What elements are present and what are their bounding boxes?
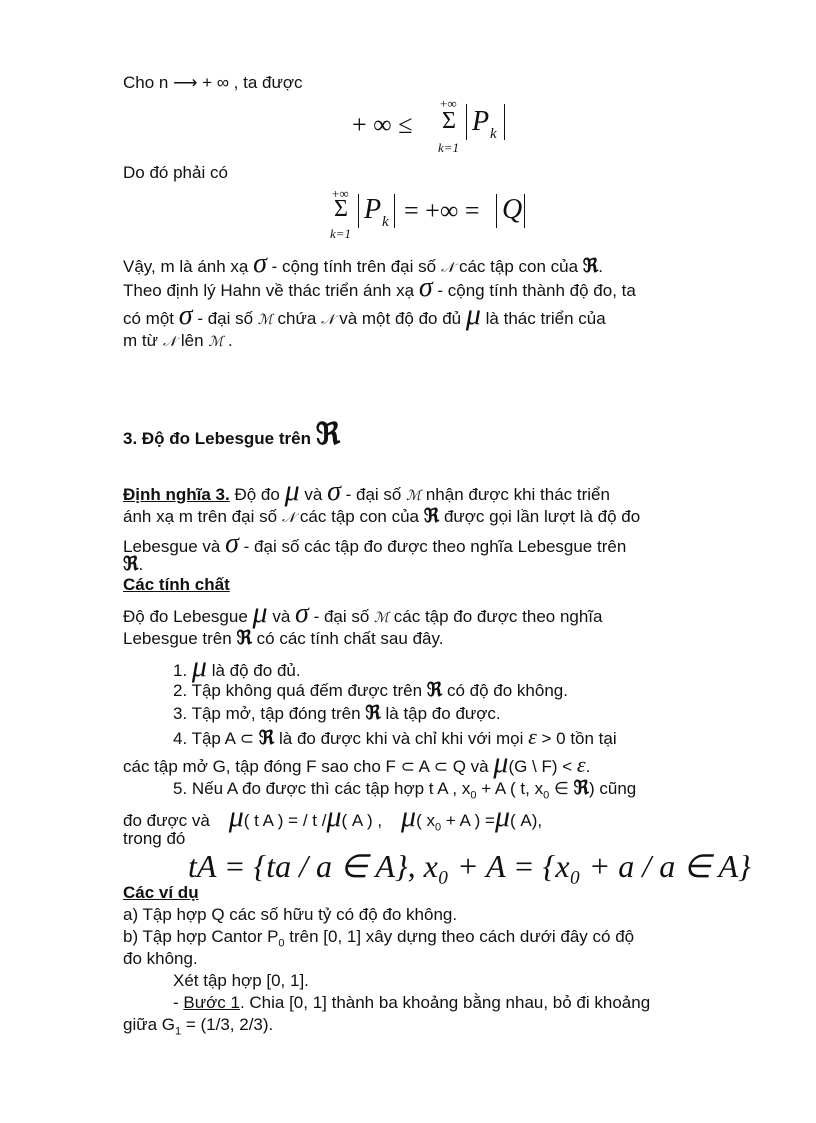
subscript: 0 [434, 821, 442, 834]
eq-sum-symbol: Σ [334, 196, 348, 222]
eq-sum-symbol: Σ [442, 108, 456, 134]
text-line: a) Tập hợp Q các số hữu tỷ có độ đo không. [123, 905, 458, 924]
equation-translate-scale: tA = {ta / a ∈ A}, x₀ + A = {x₀ + a / a ∈ A} [188, 848, 751, 884]
eq-lhs: + ∞ ≤ [352, 110, 413, 139]
properties-heading: Các tính chất [123, 575, 230, 594]
text-line: Xét tập hợp [0, 1]. [173, 971, 309, 990]
text-run: có các tính chất sau đây. [256, 629, 444, 648]
examples-heading: Các ví dụ [123, 883, 199, 902]
text-run: + A ) = [441, 811, 495, 830]
mu-symbol: μ [284, 474, 300, 507]
text-run: có một [123, 309, 175, 328]
text-line [173, 992, 650, 1014]
item-number: 1. [173, 661, 188, 680]
text-run: - cộng tính thành độ đo, ta [437, 281, 636, 300]
eq-sum-lower: k=1 [330, 226, 352, 241]
text-line [123, 530, 626, 558]
text-line [123, 598, 603, 630]
text-line [123, 274, 636, 302]
sigma-symbol: σ [295, 598, 309, 629]
abs-bar-left [496, 194, 497, 228]
text-run: Theo định lý Hahn về thác triển ánh xạ [123, 281, 415, 300]
step-label: Bước 1 [183, 993, 240, 1012]
reals-symbol: ℜ [258, 728, 275, 749]
mu-symbol: μ [228, 800, 244, 833]
reals-symbol: ℜ [236, 628, 252, 649]
property-item [173, 652, 301, 682]
mu-symbol: μ [493, 746, 509, 779]
abs-bar-right [524, 194, 525, 228]
eq-q: Q [502, 194, 523, 225]
reals-symbol: ℜ [315, 418, 341, 451]
text-line [123, 1014, 273, 1042]
eq-rhs: = +∞ = [404, 196, 480, 225]
reals-symbol: ℜ [365, 703, 381, 724]
text-run: có độ đo không. [446, 681, 568, 700]
eq-term-index: k [490, 126, 497, 142]
script-n-symbol: 𝒩 [281, 511, 296, 526]
section-heading [123, 418, 341, 451]
text-run: chứa [277, 309, 317, 328]
text-run: - đại số các tập đo được theo nghĩa Lebesgue trên [243, 537, 627, 556]
text-run: (G \ F) < [508, 757, 573, 776]
script-n-symbol: 𝒩 [440, 261, 455, 276]
script-m-symbol: ℳ [208, 335, 224, 350]
text-run: Lebesgue trên [123, 629, 232, 648]
text-run: ∈ [549, 779, 569, 798]
text-run: các tập mở G, tập đóng F sao cho F ⊂ A ⊂ Q và [123, 757, 489, 776]
text-run: + A ( t, x [476, 779, 544, 798]
text-run: - đại số [345, 485, 402, 504]
text-run: 5. Nếu A đo được thì các tập hợp t A , x [173, 779, 471, 798]
text-run: trên [0, 1] xây dựng theo cách dưới đây có độ [284, 927, 635, 946]
text-run: Lebesgue và [123, 537, 221, 556]
text-run: các tập con của [299, 507, 419, 526]
text-line: Do đó phải có [123, 163, 228, 182]
mu-symbol: μ [326, 800, 342, 833]
script-m-symbol: ℳ [406, 489, 422, 504]
definition-label: Định nghĩa 3. [123, 485, 230, 504]
reals-symbol: ℜ [573, 778, 589, 799]
text-run: Vậy, m là ánh xạ [123, 257, 249, 276]
text-run: giữa G [123, 1015, 176, 1034]
mu-symbol: μ [465, 298, 481, 331]
text-line: Cho n ⟶ + ∞ , ta được [123, 73, 303, 92]
subscript: 0 [278, 937, 285, 950]
text-line: trong đó [123, 829, 186, 848]
text-line [123, 802, 542, 838]
text-run: ( A ) , [341, 811, 383, 830]
abs-bar-left [358, 194, 359, 228]
text-run: và [272, 607, 291, 626]
text-run: = (1/3, 2/3). [181, 1015, 274, 1034]
text-run: - đại số [197, 309, 254, 328]
equation-sum-inequality [352, 96, 522, 158]
epsilon-symbol: ε [576, 752, 586, 777]
text-run: ) cũng [588, 779, 637, 798]
text-line [123, 330, 233, 354]
epsilon-symbol: ε [528, 724, 537, 749]
text-run: các tập đo được theo nghĩa [393, 607, 603, 626]
sigma-symbol: σ [178, 300, 193, 331]
text-run: và [304, 485, 323, 504]
text-run: > 0 tồn tại [541, 729, 617, 748]
property-item [173, 726, 617, 750]
text-line [123, 628, 443, 650]
sigma-symbol: σ [225, 528, 239, 559]
subscript: 0 [470, 789, 477, 802]
text-run: . [138, 555, 144, 574]
text-run: đo được và [123, 811, 210, 830]
script-n-symbol: 𝒩 [321, 313, 335, 328]
abs-bar-right [504, 104, 505, 140]
property-item [173, 703, 501, 725]
text-run: . [585, 757, 591, 776]
abs-bar-left [466, 104, 467, 140]
text-run: 3. Tập mở, tập đóng trên [173, 704, 361, 723]
sigma-symbol: σ [327, 476, 341, 507]
text-run: 4. Tập A ⊂ [173, 729, 255, 748]
text-run: là đo được khi và chỉ khi với mọi [278, 729, 524, 748]
text-line [123, 926, 634, 954]
text-run: lên [180, 331, 204, 350]
text-run: là thác triển của [485, 309, 606, 328]
text-run: 2. Tập không quá đếm được trên [173, 681, 423, 700]
text-run: Độ đo [234, 485, 280, 504]
sigma-symbol: σ [253, 248, 267, 279]
text-line [123, 748, 590, 778]
script-m-symbol: ℳ [374, 611, 390, 626]
text-run: m từ [123, 331, 158, 350]
text-run: . [598, 257, 603, 276]
text-line [123, 506, 640, 530]
text-run: được gọi lần lượt là độ đo [443, 507, 641, 526]
text-line [123, 554, 143, 576]
eq-term: P [364, 194, 382, 225]
property-item [173, 680, 568, 702]
text-line [123, 476, 610, 508]
equation-sum-equality [330, 186, 540, 244]
text-run: là tập đo được. [385, 704, 501, 723]
eq-sum-lower: k=1 [438, 140, 460, 155]
text-run: ánh xạ m trên đại số [123, 507, 278, 526]
heading-text: 3. Độ đo Lebesgue trên [123, 429, 311, 448]
eq-term-index: k [382, 214, 389, 230]
text-run: . Chia [0, 1] thành ba khoảng bằng nhau, bỏ đi khoảng [239, 993, 651, 1012]
sigma-symbol: σ [418, 272, 433, 303]
text-run: các tập con của [458, 257, 579, 276]
mu-symbol: μ [401, 800, 417, 833]
eq-sum-upper: +∞ [440, 96, 457, 111]
mu-symbol: μ [494, 800, 511, 833]
eq-sum-upper: +∞ [332, 186, 349, 201]
text-run: Độ đo Lebesgue [123, 607, 248, 626]
text-run: nhận được khi thác triển [425, 485, 610, 504]
text-line: đo không. [123, 949, 198, 968]
text-run: ( A), [510, 811, 543, 830]
script-m-symbol: ℳ [257, 313, 273, 328]
mu-symbol: μ [191, 650, 207, 683]
text-run: . [228, 331, 233, 350]
reals-symbol: ℜ [426, 680, 443, 701]
text-line [123, 300, 606, 332]
mu-symbol: μ [252, 596, 268, 629]
reals-symbol: ℜ [582, 256, 599, 277]
text-run: và một độ đo đủ [339, 309, 462, 328]
text-run: b) Tập hợp Cantor P [123, 927, 279, 946]
text-run: - [173, 993, 184, 1012]
reals-symbol: ℜ [423, 506, 440, 527]
abs-bar-right [394, 194, 395, 228]
reals-symbol: ℜ [123, 554, 139, 575]
subscript: 1 [175, 1025, 182, 1038]
subscript: 0 [543, 789, 550, 802]
eq-term: P [472, 106, 490, 137]
script-n-symbol: 𝒩 [162, 335, 177, 350]
text-run: ( x [416, 811, 435, 830]
text-run: là độ đo đủ. [211, 661, 301, 680]
text-run: ( t A ) = / t / [243, 811, 327, 830]
text-run: - cộng tính trên đại số [271, 257, 437, 276]
text-run: - đại số [313, 607, 370, 626]
